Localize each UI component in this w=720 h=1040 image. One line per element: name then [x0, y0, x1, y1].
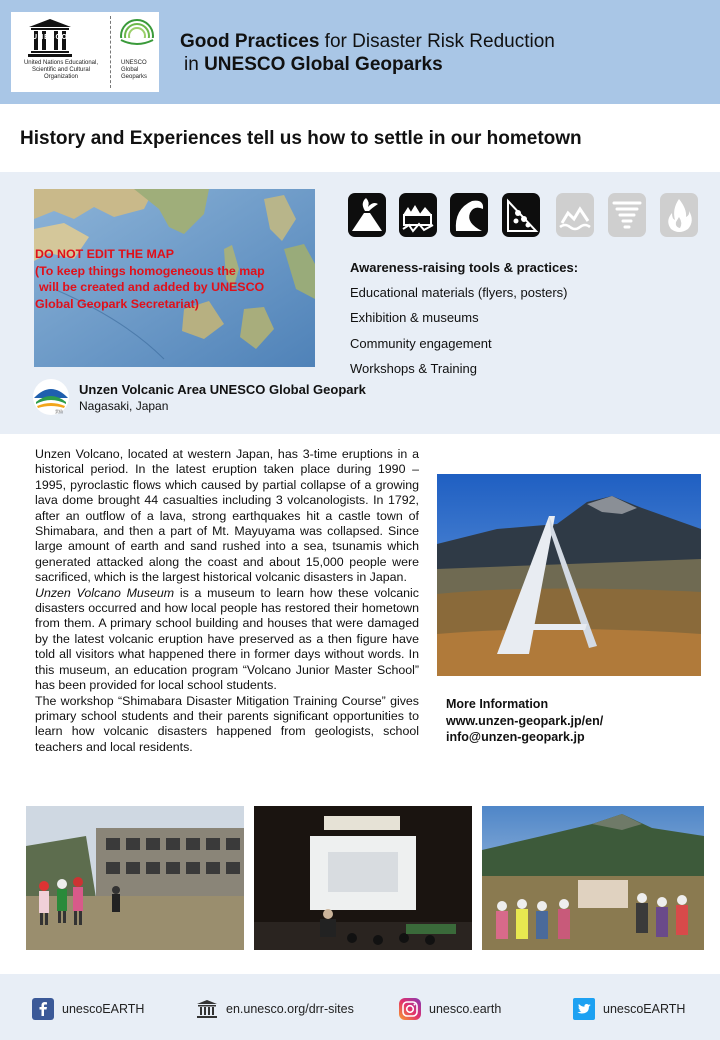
map-warning-line: will be created and added by UNESCO: [39, 280, 265, 295]
unzen-geopark-logo: [31, 378, 71, 416]
facebook-handle: unescoEARTH: [62, 1002, 145, 1016]
body-text: [35, 447, 419, 755]
location-map: [34, 189, 315, 367]
website-link[interactable]: [196, 996, 354, 1022]
instagram-icon: [399, 998, 421, 1020]
unesco-temple-icon: [196, 998, 218, 1020]
body-paragraph: Unzen Volcano, located at western Japan, has 3-time eruptions in a historical period. In the latest eruption taken place during 1990 – 1995, pyroclastic flows which caused by partial collapse of a growing lava dome brought 44 casualties including 3 volcanologists. In 1792, after an outflow of a lava, strong earthquakes hit a castle town of Shimabara, and then a part of Mt. Mayuyama was collapsed. Since large amount of earth and sand rushed into a sea, tsunamis which generated attacked along the coast and about 15,000 people were sacrificed, which is the largest historical volcanic disasters in Japan.: [35, 447, 419, 585]
geopark-name: Unzen Volcanic Area UNESCO Global Geopark: [79, 382, 366, 397]
tools-heading: Awareness-raising tools & practices:: [350, 260, 579, 275]
tool-item: Community engagement: [350, 336, 492, 351]
tool-item: Educational materials (flyers, posters): [350, 285, 568, 300]
body-paragraph: [35, 586, 419, 694]
instagram-handle: unesco.earth: [429, 1002, 502, 1016]
map-warning: [35, 246, 313, 312]
geopark-email-link[interactable]: info@unzen-geopark.jp: [446, 730, 585, 744]
tool-item: Exhibition & museums: [350, 310, 479, 325]
title-bold-2: UNESCO Global Geoparks: [204, 54, 443, 75]
tsunami-icon: [450, 193, 488, 237]
website-url: en.unesco.org/drr-sites: [226, 1002, 354, 1016]
map-warning-line: (To keep things homogeneous the map: [35, 263, 265, 278]
title-bold-1: Good Practices: [180, 31, 320, 52]
volcano-monument-photo: [437, 474, 701, 676]
facebook-link[interactable]: [32, 996, 144, 1022]
svg-text:雲仙: 雲仙: [55, 409, 63, 414]
wildfire-icon: [660, 193, 698, 237]
body-paragraph-text: is a museum to learn how these volcanic disasters occurred and how local people has restored their hometown from them. A primary school building and houses that were damaged by the latest volcanic eruption have preserved as a then figure have told all visitors what happened there in former days without words. In this museum, an education program “Volcano Junior Master School” has been provided for local school students.: [35, 585, 419, 693]
map-warning-line: Global Geopark Secretariat): [35, 296, 199, 311]
page-title: [180, 30, 555, 76]
unesco-caption: United Nations Educational, Scientific and Cultural Organization: [23, 60, 99, 80]
tool-item: Workshops & Training: [350, 361, 477, 376]
flood-icon: [556, 193, 594, 237]
geoparks-caption: UNESCO Global Geoparks: [121, 60, 148, 80]
twitter-icon: [573, 998, 595, 1020]
body-paragraph: The workshop “Shimabara Disaster Mitigation Training Course” gives primary school students and their parents significant opportunities to learn how volcanic disasters happened from geologists, school teachers and local residents.: [35, 693, 419, 754]
more-info-heading: More Information: [446, 697, 549, 711]
school-ruins-photo: [26, 806, 244, 950]
landslide-icon: [502, 193, 540, 237]
instagram-link[interactable]: [399, 996, 501, 1022]
title-prefix-2: in: [184, 54, 205, 75]
map-warning-line: DO NOT EDIT THE MAP: [35, 247, 175, 261]
geopark-website-link[interactable]: www.unzen-geopark.jp/en/: [446, 713, 604, 728]
unesco-geoparks-logo: [11, 12, 159, 92]
twitter-handle: unescoEARTH: [603, 1002, 686, 1016]
facebook-icon: [32, 998, 54, 1020]
field-trip-photo: [482, 806, 704, 950]
storm-icon: [608, 193, 646, 237]
unesco-wordmark: UNESCO: [32, 34, 68, 41]
earthquake-icon: [399, 193, 437, 237]
title-rest-1: for Disaster Risk Reduction: [319, 31, 555, 52]
page-subtitle: History and Experiences tell us how to settle in our hometown: [20, 128, 582, 149]
more-information: [446, 696, 603, 746]
logo-divider: [110, 16, 111, 88]
twitter-link[interactable]: [573, 996, 685, 1022]
geopark-location: Nagasaki, Japan: [79, 399, 169, 413]
geopark-swirl-icon: [119, 18, 155, 54]
volcano-icon: [348, 193, 386, 237]
museum-name: Unzen Volcano Museum: [35, 585, 175, 600]
museum-lecture-photo: [254, 806, 472, 950]
